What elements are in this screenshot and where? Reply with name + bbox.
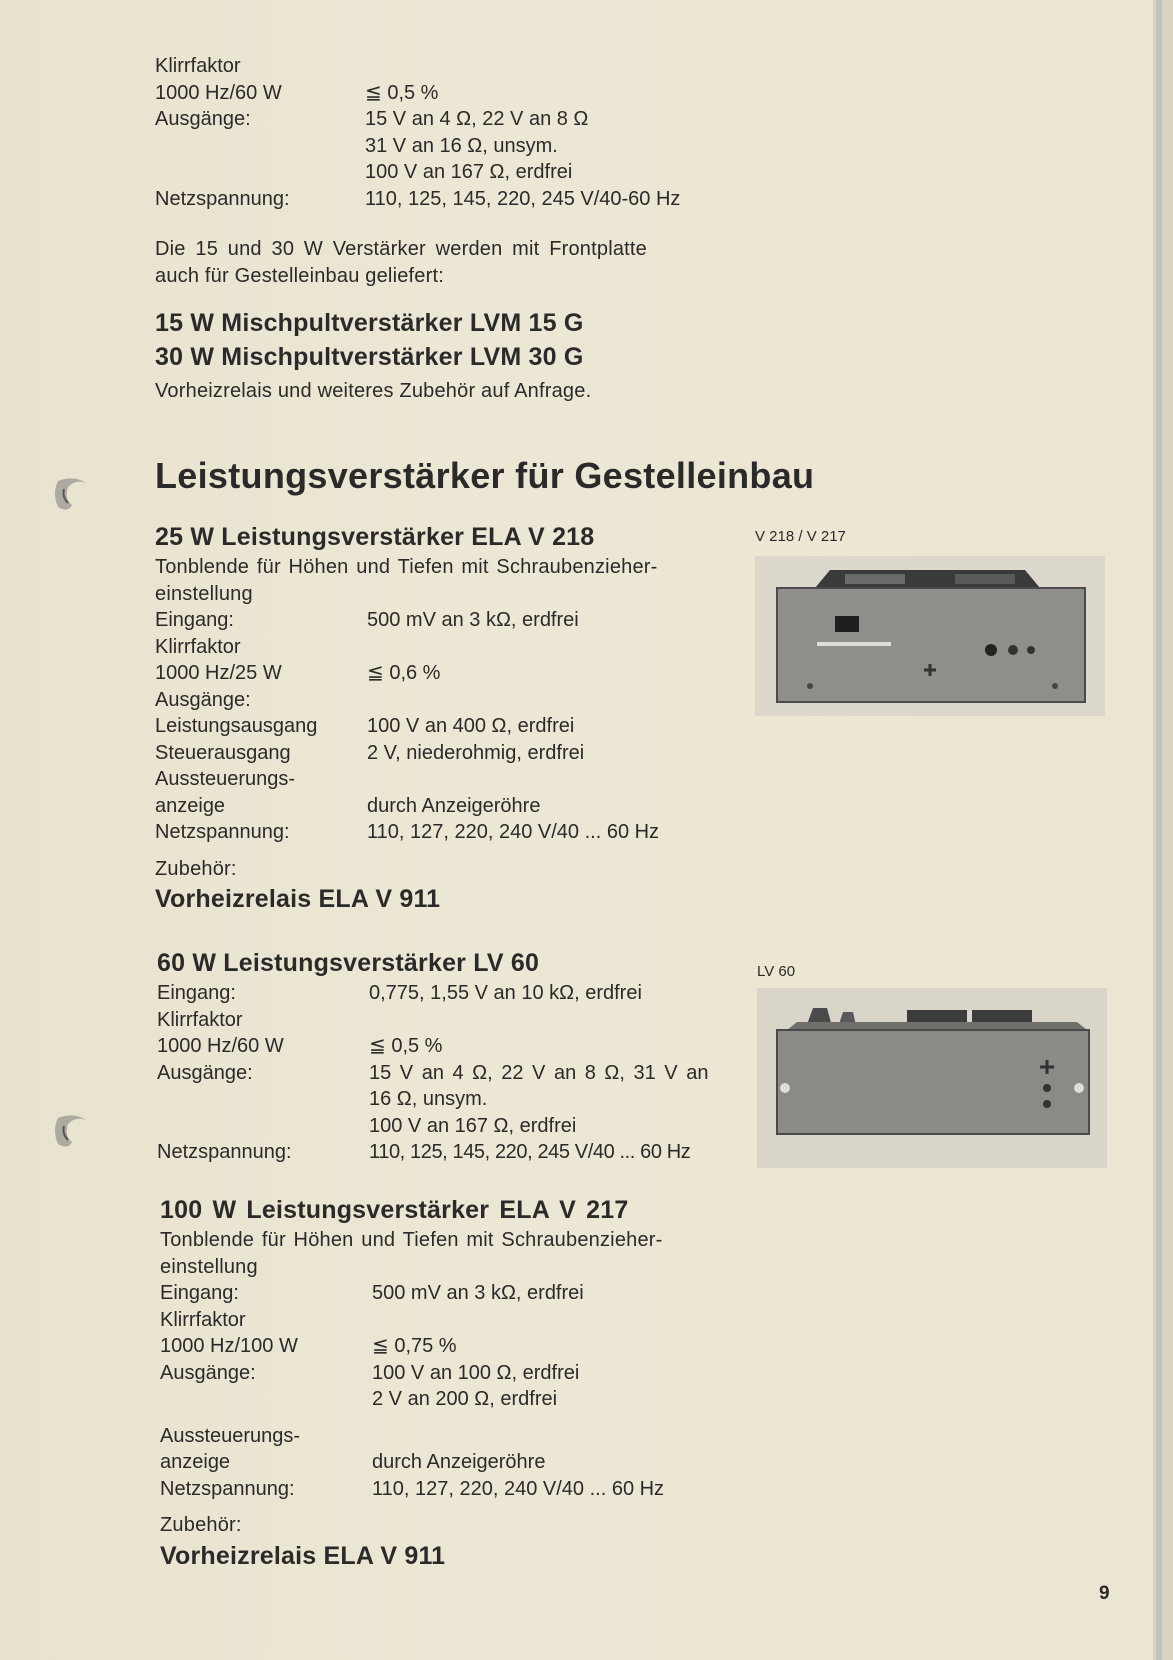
model-heading: 30 W Mischpultverstärker LVM 30 G <box>155 343 584 371</box>
amplifier-photo-v218 <box>755 556 1105 716</box>
spec-value: 500 mV an 3 kΩ, erdfrei <box>372 1282 584 1304</box>
accessory-name: Vorheizrelais ELA V 911 <box>155 885 441 913</box>
spec-label: Netzspannung: <box>155 187 290 210</box>
spec-value: ≦ 0,5 % <box>369 1035 443 1057</box>
spec-row <box>155 133 715 160</box>
spec-label: 1000 Hz/60 W <box>157 1035 284 1057</box>
spec-row <box>157 1007 737 1034</box>
spec-label: Steuerausgang <box>155 741 291 764</box>
spec-value: 100 V an 167 Ω, erdfrei <box>365 161 573 183</box>
spec-label: 1000 Hz/25 W <box>155 662 282 684</box>
accessory-name: Vorheizrelais ELA V 911 <box>160 1541 446 1570</box>
spec-value: 15 V an 4 Ω, 22 V an 8 Ω, 31 V an <box>369 1061 709 1084</box>
spec-value: 0,775, 1,55 V an 10 kΩ, erdfrei <box>369 982 642 1004</box>
product-desc: einstellung <box>155 582 253 605</box>
spec-value: 2 V an 200 Ω, erdfrei <box>372 1388 558 1410</box>
spec-row <box>155 766 735 793</box>
spec-label: Eingang: <box>160 1282 239 1304</box>
spec-value: ≦ 0,5 % <box>365 81 439 104</box>
spec-label: anzeige <box>155 794 226 817</box>
spec-value: durch Anzeigeröhre <box>367 794 541 817</box>
mixer-note: Vorheizrelais und weiteres Zubehör auf Anfrage. <box>155 380 592 402</box>
spec-label: Eingang: <box>157 982 236 1004</box>
spec-value: 100 V an 167 Ω, erdfrei <box>369 1114 577 1137</box>
model-heading: 15 W Mischpultverstärker LVM 15 G <box>155 309 584 337</box>
spec-value: 110, 125, 145, 220, 245 V/40-60 Hz <box>365 187 681 210</box>
spec-label: Aussteuerungs- <box>155 768 296 790</box>
top-spec-table <box>155 53 715 212</box>
product-desc: einstellung <box>160 1255 258 1278</box>
spec-label: Aussteuerungs- <box>160 1424 301 1447</box>
spec-label: Klirrfaktor <box>155 635 241 658</box>
amplifier-photo-lv60 <box>757 988 1107 1168</box>
spec-row <box>155 634 735 661</box>
spec-value: 500 mV an 3 kΩ, erdfrei <box>367 609 579 631</box>
spec-row <box>155 740 735 767</box>
spec-value: ≦ 0,6 % <box>367 662 441 684</box>
spec-row <box>155 793 735 820</box>
product-v217 <box>160 1193 740 1573</box>
spec-value: ≦ 0,75 % <box>372 1335 457 1357</box>
spec-row <box>157 1060 737 1087</box>
product-title: 60 W Leistungsverstärker LV 60 <box>157 949 540 977</box>
spec-row <box>155 660 735 687</box>
spec-value: 100 V an 400 Ω, erdfrei <box>367 715 575 737</box>
spec-value: 110, 127, 220, 240 V/40 ... 60 Hz <box>372 1477 665 1500</box>
amplifier-chassis-icon <box>755 556 1105 716</box>
spec-value: durch Anzeigeröhre <box>372 1451 546 1473</box>
spec-row <box>160 1360 740 1387</box>
spec-row <box>157 980 737 1007</box>
punch-hole-icon <box>50 475 90 515</box>
product-v218 <box>155 520 735 916</box>
intro-line: auch für Gestelleinbau geliefert: <box>155 264 444 287</box>
product-desc: Tonblende für Höhen und Tiefen mit Schraubenzieher- <box>160 1229 663 1251</box>
spec-value: 110, 127, 220, 240 V/40 ... 60 Hz <box>367 821 660 843</box>
spec-label: 1000 Hz/60 W <box>155 81 282 104</box>
amplifier-chassis-icon <box>757 988 1107 1168</box>
section-title: Leistungsverstärker für Gestelleinbau <box>155 455 815 496</box>
spec-row <box>155 819 735 846</box>
spec-row <box>160 1333 740 1360</box>
spec-row <box>160 1449 740 1476</box>
photo-caption: LV 60 <box>757 963 796 980</box>
spec-value: 16 Ω, unsym. <box>369 1088 488 1110</box>
mixer-models <box>155 306 591 405</box>
spec-label: anzeige <box>160 1451 231 1473</box>
spec-row <box>155 713 735 740</box>
product-title: 100 W Leistungsverstärker ELA V 217 <box>160 1196 629 1224</box>
spec-label: Leistungsausgang <box>155 715 318 737</box>
intro-line: Die 15 und 30 W Verstärker werden mit Frontplatte <box>155 238 648 260</box>
spec-value: 31 V an 16 Ω, unsym. <box>365 134 558 157</box>
spec-row <box>155 80 715 107</box>
product-title: 25 W Leistungsverstärker ELA V 218 <box>155 523 595 551</box>
spec-row <box>160 1423 740 1450</box>
spec-label: Klirrfaktor <box>160 1308 246 1331</box>
spec-row <box>160 1386 740 1413</box>
product-desc: Tonblende für Höhen und Tiefen mit Schraubenzieher- <box>155 556 658 578</box>
spec-row <box>157 1113 737 1140</box>
spec-row <box>157 1086 737 1113</box>
spec-label: Ausgänge: <box>155 688 251 711</box>
spec-row <box>160 1476 740 1503</box>
product-lv60 <box>157 946 737 1166</box>
intro-paragraph <box>155 236 647 289</box>
punch-hole-icon <box>50 1112 90 1152</box>
spec-label: Klirrfaktor <box>155 55 241 77</box>
spec-row <box>155 53 715 80</box>
spec-value: 110, 125, 145, 220, 245 V/40 ... 60 Hz <box>369 1141 691 1163</box>
spec-row <box>160 1280 740 1307</box>
spec-row <box>157 1139 737 1166</box>
binding-edge <box>1156 0 1162 1660</box>
accessory-label: Zubehör: <box>160 1514 242 1536</box>
spec-value: 15 V an 4 Ω, 22 V an 8 Ω <box>365 108 589 130</box>
spec-label: Eingang: <box>155 609 234 631</box>
spec-row <box>160 1307 740 1334</box>
spec-label: 1000 Hz/100 W <box>160 1335 298 1357</box>
spec-row <box>155 186 715 213</box>
spec-label: Klirrfaktor <box>157 1008 243 1031</box>
spec-row <box>155 687 735 714</box>
spec-row <box>155 607 735 634</box>
spec-value: 2 V, niederohmig, erdfrei <box>367 741 585 764</box>
spec-label: Netzspannung: <box>160 1477 295 1500</box>
spec-value: 100 V an 100 Ω, erdfrei <box>372 1361 580 1384</box>
spec-label: Ausgänge: <box>157 1061 253 1084</box>
spec-label: Netzspannung: <box>157 1141 292 1163</box>
spec-label: Netzspannung: <box>155 821 290 843</box>
spec-label: Ausgänge: <box>160 1361 256 1384</box>
accessory-label: Zubehör: <box>155 857 237 880</box>
spec-row <box>157 1033 737 1060</box>
spec-row <box>155 159 715 186</box>
spec-row <box>155 106 715 133</box>
spec-label: Ausgänge: <box>155 108 251 130</box>
page-number: 9 <box>1099 1583 1110 1604</box>
photo-caption: V 218 / V 217 <box>755 528 846 545</box>
